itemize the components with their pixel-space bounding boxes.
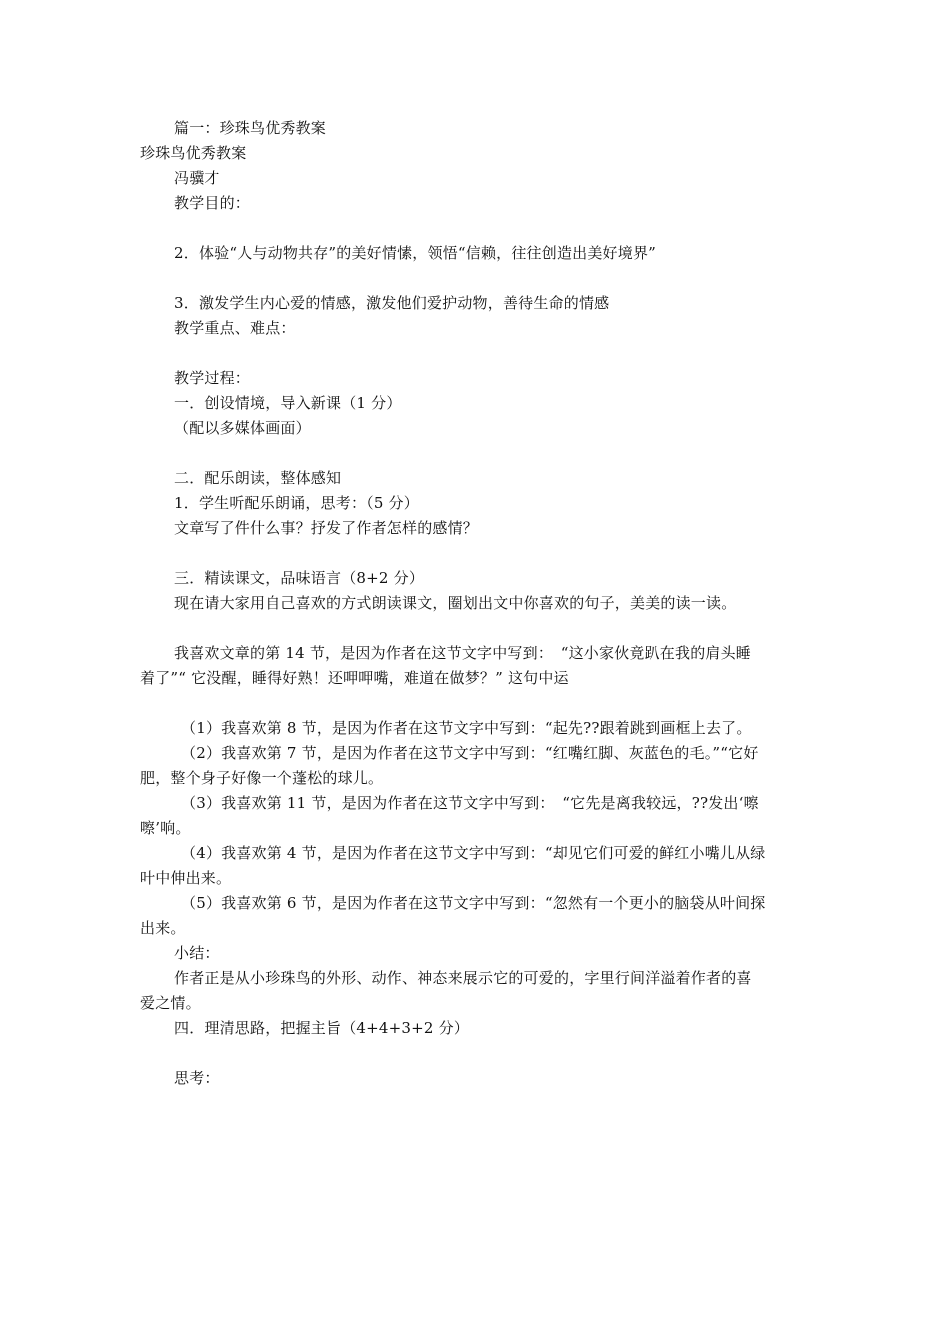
- section-heading: 教学过程：: [174, 369, 251, 387]
- step-heading: 二．配乐朗读，整体感知: [174, 469, 342, 487]
- text-line: 着了”“ 它没醒，睡得好熟！还呷呷嘴，难道在做梦？” 这句中运: [140, 669, 569, 687]
- step-heading: 四．理清思路，把握主旨（4+4+3+2 分）: [174, 1019, 470, 1037]
- list-item: （4）我喜欢第 4 节，是因为作者在这节文字中写到：“却见它们可爱的鲜红小嘴儿从绿: [181, 844, 766, 862]
- text-line: 文章写了件什么事？抒发了作者怎样的感情？: [174, 519, 479, 537]
- list-item: （5）我喜欢第 6 节，是因为作者在这节文字中写到：“忽然有一个更小的脑袋从叶间探: [181, 894, 766, 912]
- text-line: 嚓’响。: [140, 819, 191, 837]
- text-line: 我喜欢文章的第 14 节，是因为作者在这节文字中写到： “这小家伙竟趴在我的肩头睡: [174, 644, 751, 662]
- list-item: （2）我喜欢第 7 节，是因为作者在这节文字中写到：“红嘴红脚、灰蓝色的毛。”“它好: [181, 744, 759, 762]
- text-line: 爱之情。: [140, 994, 201, 1012]
- step-heading: 三．精读课文，品味语言（8+2 分）: [174, 569, 425, 587]
- author-line: 冯骥才: [174, 169, 220, 187]
- text-line: 3．激发学生内心爱的情感，激发他们爱护动物，善待生命的情感: [174, 294, 610, 312]
- step-heading: 一．创设情境，导入新课（1 分）: [174, 394, 402, 412]
- text-line: 叶中伸出来。: [140, 869, 232, 887]
- list-item: （3）我喜欢第 11 节，是因为作者在这节文字中写到： “它先是离我较远，??发出‘嚓: [181, 794, 759, 812]
- section-heading: 教学目的：: [174, 194, 251, 212]
- section-heading: 思考：: [174, 1069, 220, 1087]
- text-line: 2．体验“人与动物共存”的美好情愫，领悟“信赖，往往创造出美好境界”: [174, 244, 657, 262]
- text-line: （配以多媒体画面）: [174, 419, 311, 437]
- text-line: 1．学生听配乐朗诵，思考：（5 分）: [174, 494, 419, 512]
- section-heading: 小结：: [174, 944, 220, 962]
- lesson-title: 珍珠鸟优秀教案: [140, 144, 247, 162]
- text-line: 肥，整个身子好像一个蓬松的球儿。: [140, 769, 384, 787]
- list-item: （1）我喜欢第 8 节，是因为作者在这节文字中写到：“起先??跟着跳到画框上去了。: [181, 719, 752, 737]
- text-line: 作者正是从小珍珠鸟的外形、动作、神态来展示它的可爱的，字里行间洋溢着作者的喜: [174, 969, 752, 987]
- text-line: 出来。: [140, 919, 186, 937]
- text-line: 现在请大家用自己喜欢的方式朗读课文，圈划出文中你喜欢的句子，美美的读一读。: [174, 594, 737, 612]
- section-heading: 教学重点、难点：: [174, 319, 296, 337]
- doc-heading: 篇一：珍珠鸟优秀教案: [174, 119, 327, 137]
